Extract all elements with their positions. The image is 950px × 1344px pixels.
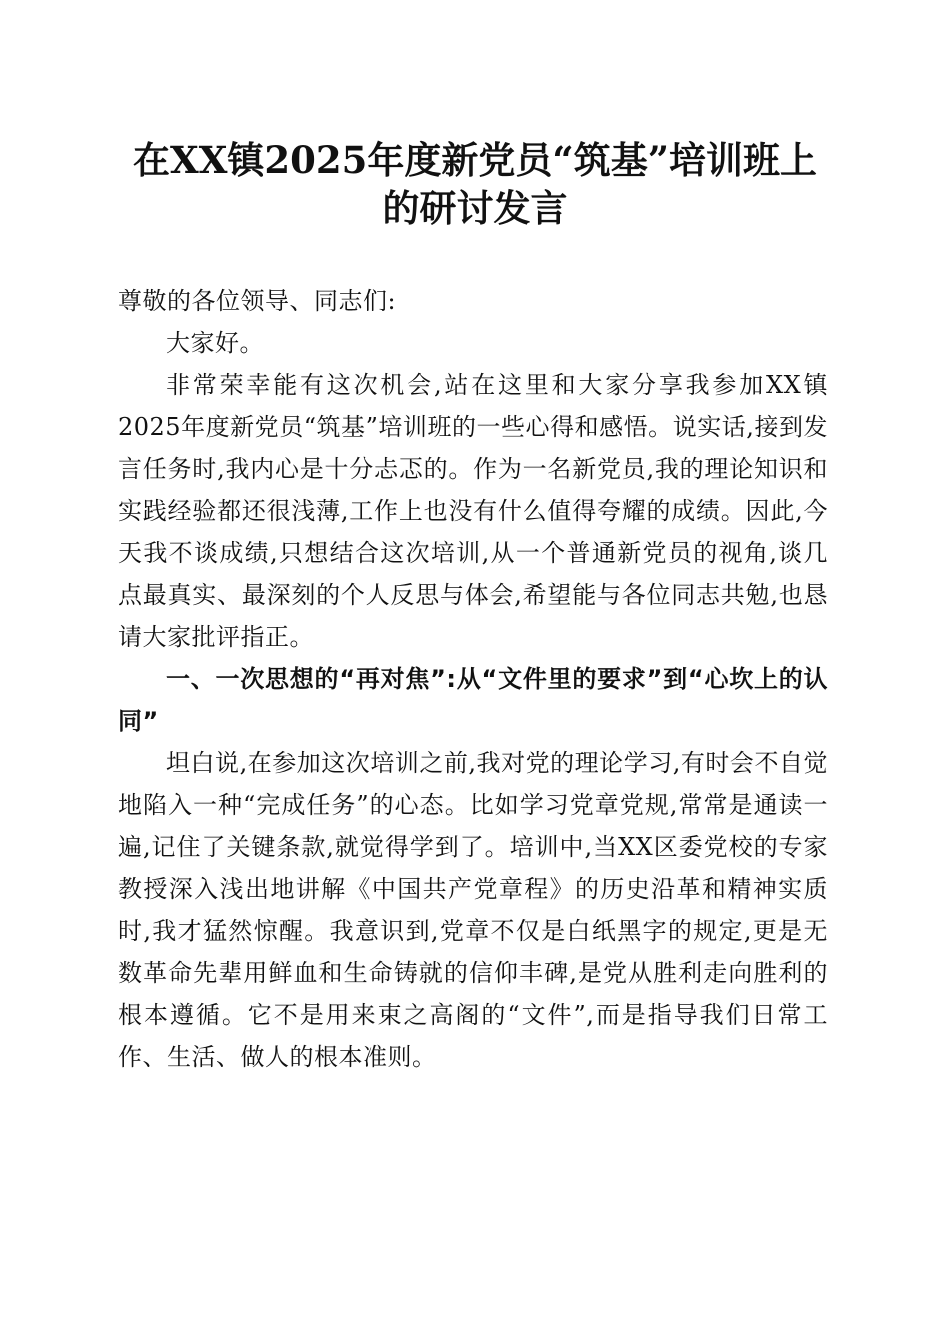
intro-paragraph: 非常荣幸能有这次机会,站在这里和大家分享我参加XX镇2025年度新党员“筑基”培训班的一些心得和感悟。说实话,接到发言任务时,我内心是十分忐忑的。作为一名新党员,我的理论知识和实践经验都还很浅薄,工作上也没有什么值得夸耀的成绩。因此,今天我不谈成绩,只想结合这次培训,从一个普通新党员的视角,谈几点最真实、最深刻的个人反思与体会,希望能与各位同志共勉,也恳请大家批评指正。 [118,371,828,651]
title-line-2: 的研讨发言 [382,186,568,230]
section-1-heading: 一、一次思想的“再对焦”:从“文件里的要求”到“心坎上的认同” [118,665,828,735]
document-title [118,136,832,232]
document-body [118,280,828,1078]
section-1-paragraph: 坦白说,在参加这次培训之前,我对党的理论学习,有时会不自觉地陷入一种“完成任务”的心态。比如学习党章党规,常常是通读一遍,记住了关键条款,就觉得学到了。培训中,当XX区委党校的专家教授深入浅出地讲解《中国共产党章程》的历史沿革和精神实质时,我才猛然惊醒。我意识到,党章不仅是白纸黑字的规定,更是无数革命先辈用鲜血和生命铸就的信仰丰碑,是党从胜利走向胜利的根本遵循。它不是用来束之高阁的“文件”,而是指导我们日常工作、生活、做人的根本准则。 [118,749,828,1071]
greeting: 大家好。 [166,329,264,357]
salutation: 尊敬的各位领导、同志们: [118,287,397,315]
title-line-1: 在XX镇2025年度新党员“筑基”培训班上 [133,138,817,182]
